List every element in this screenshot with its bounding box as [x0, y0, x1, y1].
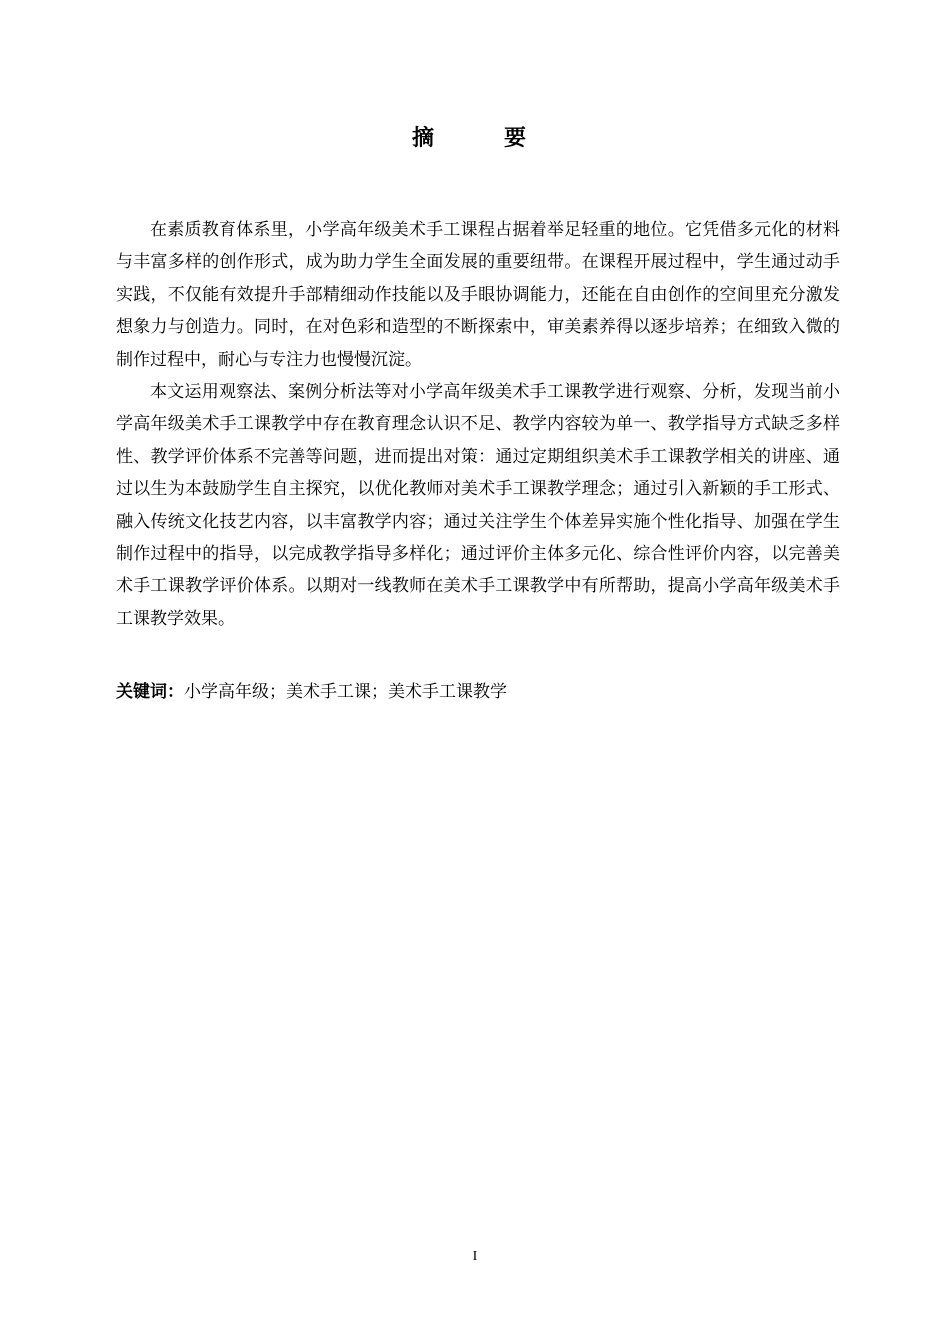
page-title: 摘 要 [411, 126, 550, 151]
keywords-value: 小学高年级；美术手工课；美术手工课教学 [184, 682, 507, 702]
page-number: I [472, 1249, 478, 1264]
abstract-paragraph-1: 在素质教育体系里，小学高年级美术手工课程占据着举足轻重的地位。它凭借多元化的材料与丰富多样的创作形式，成为助力学生全面发展的重要纽带。在课程开展过程中，学生通过动手实践，不仅能有效提升手部精细动作技能以及手眼协调能力，还能在自由创作的空间里充分激发想象力与创造力。同时，在对色彩和造型的不断探索中，审美素养得以逐步培养；在细致入微的制作过程中，耐心与专注力也慢慢沉淀。 [116, 220, 840, 370]
abstract-paragraph-2: 本文运用观察法、案例分析法等对小学高年级美术手工课教学进行观察、分析，发现当前小学高年级美术手工课教学中存在教育理念认识不足、教学内容较为单一、教学指导方式缺乏多样性、教学评价体系不完善等问题，进而提出对策：通过定期组织美术手工课教学相关的讲座、通过以生为本鼓励学生自主探究，以优化教师对美术手工课教学理念；通过引入新颖的手工形式、融入传统文化技艺内容，以丰富教学内容；通过关注学生个体差异实施个性化指导、加强在学生制作过程中的指导，以完成教学指导多样化；通过评价主体多元化、综合性评价内容，以完善美术手工课教学评价体系。以期对一线教师在美术手工课教学中有所帮助，提高小学高年级美术手工课教学效果。 [116, 382, 840, 629]
keywords-line [116, 676, 840, 708]
abstract-body [116, 214, 840, 635]
keywords-label: 关键词： [116, 682, 184, 702]
